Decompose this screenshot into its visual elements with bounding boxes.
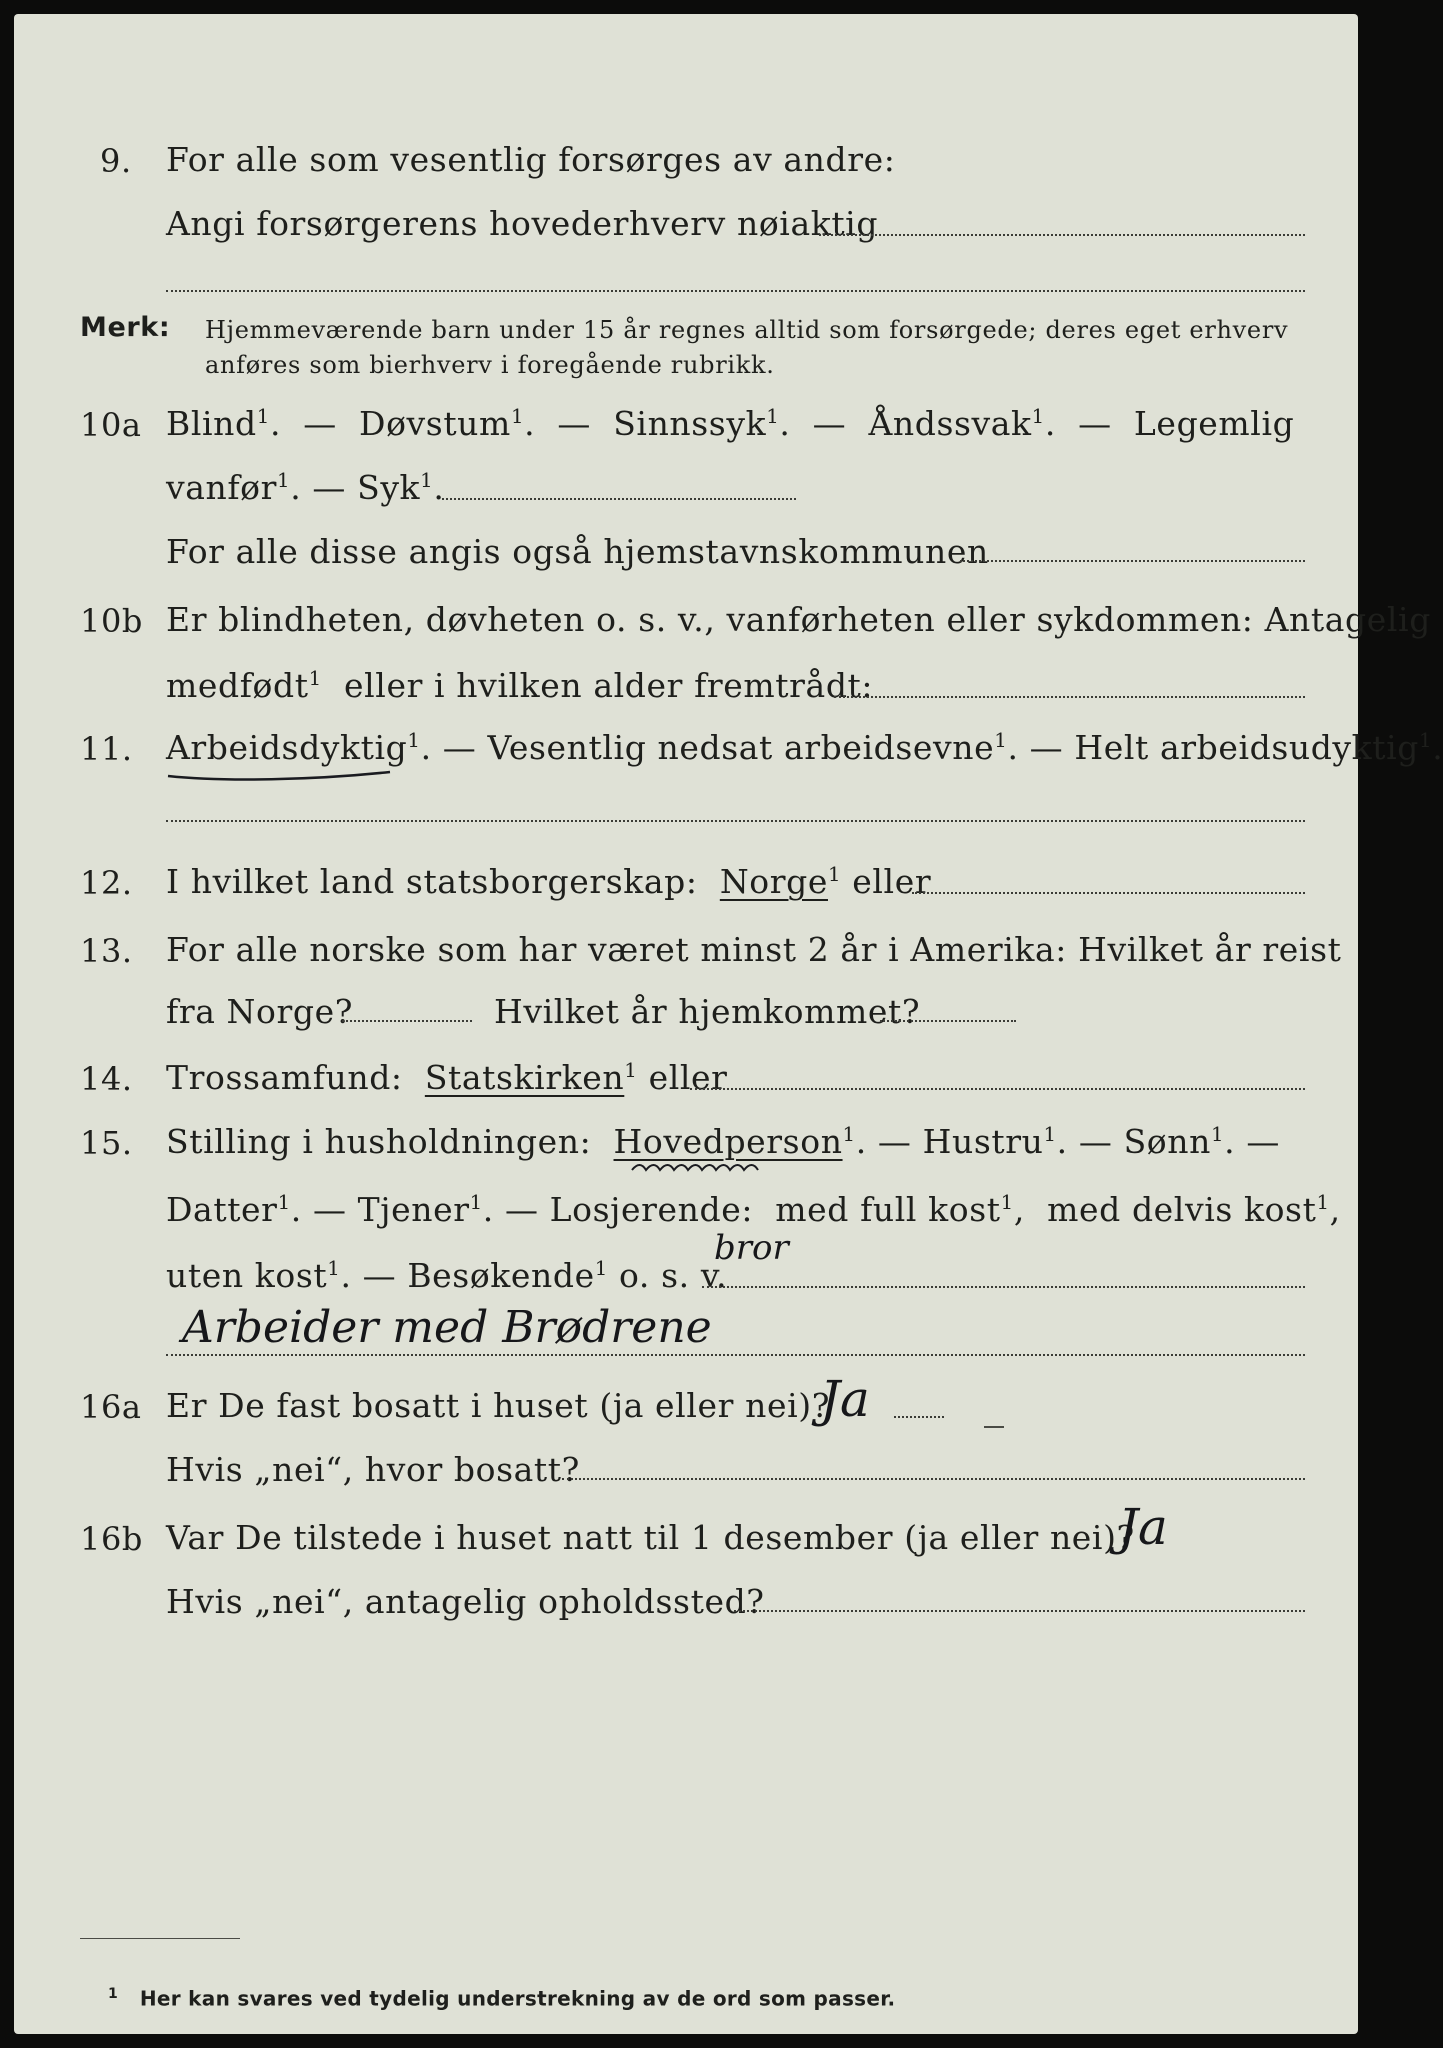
item-15-line-1: Stilling i husholdningen: Hovedperson$^1$. — Hustru$^1$. — Sønn$^1$. —	[166, 1122, 1280, 1161]
handwritten-bror: bror	[714, 1228, 789, 1268]
item-16a-bosatt-line	[562, 1478, 1305, 1480]
handwritten-ja-16b: Ja	[1118, 1498, 1168, 1556]
handwritten-ja-16a: Ja	[820, 1370, 870, 1428]
item-15-line-2: Datter$^1$. — Tjener$^1$. — Losjerende: med full kost$^1$, med delvis kost$^1$,	[166, 1190, 1341, 1229]
option-nedsat-arbeidsevne: Vesentlig nedsat arbeidsevne	[487, 728, 995, 767]
item-9-answer-line-2	[166, 290, 1305, 292]
item-16a-number: 16a	[80, 1388, 142, 1426]
handwritten-scribble-hovedperson	[628, 1156, 798, 1178]
item-13-line-1: For alle norske som har været minst 2 år i Amerika: Hvilket år reist	[166, 930, 1342, 969]
item-16b-line-1: Var De tilstede i huset natt til 1 desember (ja eller nei)?	[166, 1518, 1135, 1557]
item-12-number: 12.	[80, 864, 133, 902]
item-10b-line-1: Er blindheten, døvheten o. s. v., vanførheten eller sykdommen: Antagelig	[166, 600, 1431, 639]
item-13-hjemkommet-line	[880, 1020, 1016, 1022]
item-10a-kommune-line	[960, 560, 1305, 562]
footnote-rule	[80, 1938, 240, 1939]
item-16a-answer-line	[894, 1416, 944, 1418]
item-13-number: 13.	[80, 932, 133, 970]
item-14-number: 14.	[80, 1060, 133, 1098]
item-15-answer-line	[702, 1286, 1305, 1288]
item-16b-opholdssted-line	[734, 1610, 1305, 1612]
item-10b-answer-line	[834, 696, 1305, 698]
handwritten-occupation: Arbeider med Brødrene	[182, 1302, 712, 1353]
item-13-line-2a: fra Norge?	[166, 992, 354, 1031]
item-9-line-2: Angi forsørgerens hovederhverv nøiaktig	[166, 204, 879, 243]
item-13-line-2b: Hvilket år hjemkommet?	[494, 992, 921, 1031]
option-andssvak: Åndssvak	[868, 404, 1032, 443]
option-arbeidsudyktig: Helt arbeidsudyktig	[1074, 728, 1420, 767]
option-dovstum: Døvstum	[359, 404, 511, 443]
census-form-page	[14, 14, 1443, 2034]
item-11-line-1: Arbeidsdyktig$^1$. — Vesentlig nedsat arbeidsevne$^1$. — Helt arbeidsudyktig$^1$.	[166, 728, 1443, 767]
item-11-number: 11.	[80, 730, 133, 768]
item-16a-dash	[984, 1426, 1004, 1428]
item-16b-line-2: Hvis „nei“, antagelig opholdssted?	[166, 1582, 765, 1621]
item-9-answer-line	[819, 234, 1305, 236]
option-norge: Norge	[719, 862, 828, 901]
item-10a-line-2: vanfør$^1$. — Syk$^1$.	[166, 468, 445, 507]
item-16a-line-1: Er De fast bosatt i huset (ja eller nei)?	[166, 1386, 830, 1425]
option-hovedperson: Hovedperson	[613, 1122, 843, 1161]
item-12-answer-line	[912, 892, 1305, 894]
item-16a-line-2: Hvis „nei“, hvor bosatt?	[166, 1450, 580, 1489]
option-arbeidsdyktig: Arbeidsdyktig	[166, 728, 408, 767]
item-11-answer-line	[166, 820, 1305, 822]
item-10a-number: 10a	[80, 406, 142, 444]
item-14-answer-line	[690, 1088, 1305, 1090]
item-13-reist-line	[342, 1020, 472, 1022]
item-9-line-1: For alle som vesentlig forsørges av andre:	[166, 140, 896, 179]
option-legemlig: Legemlig	[1133, 404, 1295, 443]
item-10a-line-1: Blind$^1$. — Døvstum$^1$. — Sinnssyk$^1$. — Åndssvak$^1$. — Legemlig	[166, 404, 1295, 443]
option-syk: Syk	[357, 468, 421, 507]
handwritten-underline-arbeidsdyktig	[164, 766, 394, 786]
item-10b-line-2: medfødt$^1$ eller i hvilken alder fremtrådt:	[166, 666, 874, 705]
item-12-line: I hvilket land statsborgerskap: Norge$^1$ eller	[166, 862, 932, 901]
merk-line-2: anføres som bierhverv i foregående rubrikk.	[205, 351, 775, 379]
item-15-number: 15.	[80, 1124, 133, 1162]
item-15-answer-line-2	[166, 1354, 1305, 1356]
option-blind: Blind	[166, 404, 257, 443]
option-statskirken: Statskirken	[424, 1058, 625, 1097]
option-vanfor: vanfør	[166, 468, 278, 507]
option-sinnssyk: Sinnssyk	[613, 404, 767, 443]
item-14-line: Trossamfund: Statskirken$^1$ eller	[166, 1058, 728, 1097]
item-15-line-3: uten kost$^1$. — Besøkende$^1$ o. s. v.	[166, 1256, 728, 1295]
item-16b-number: 16b	[80, 1520, 144, 1558]
item-10b-number: 10b	[80, 602, 144, 640]
merk-line-1: Hjemmeværende barn under 15 år regnes alltid som forsørgede; deres eget erhverv	[205, 316, 1289, 344]
footnote: $^1$ Her kan svares ved tydelig understrekning av de ord som passer.	[108, 1986, 896, 2011]
merk-label: Merk:	[80, 312, 171, 343]
item-9-number: 9.	[100, 142, 132, 180]
item-10a-line-3: For alle disse angis også hjemstavnskommunen	[166, 532, 989, 571]
item-10a-syk-line	[442, 498, 796, 500]
